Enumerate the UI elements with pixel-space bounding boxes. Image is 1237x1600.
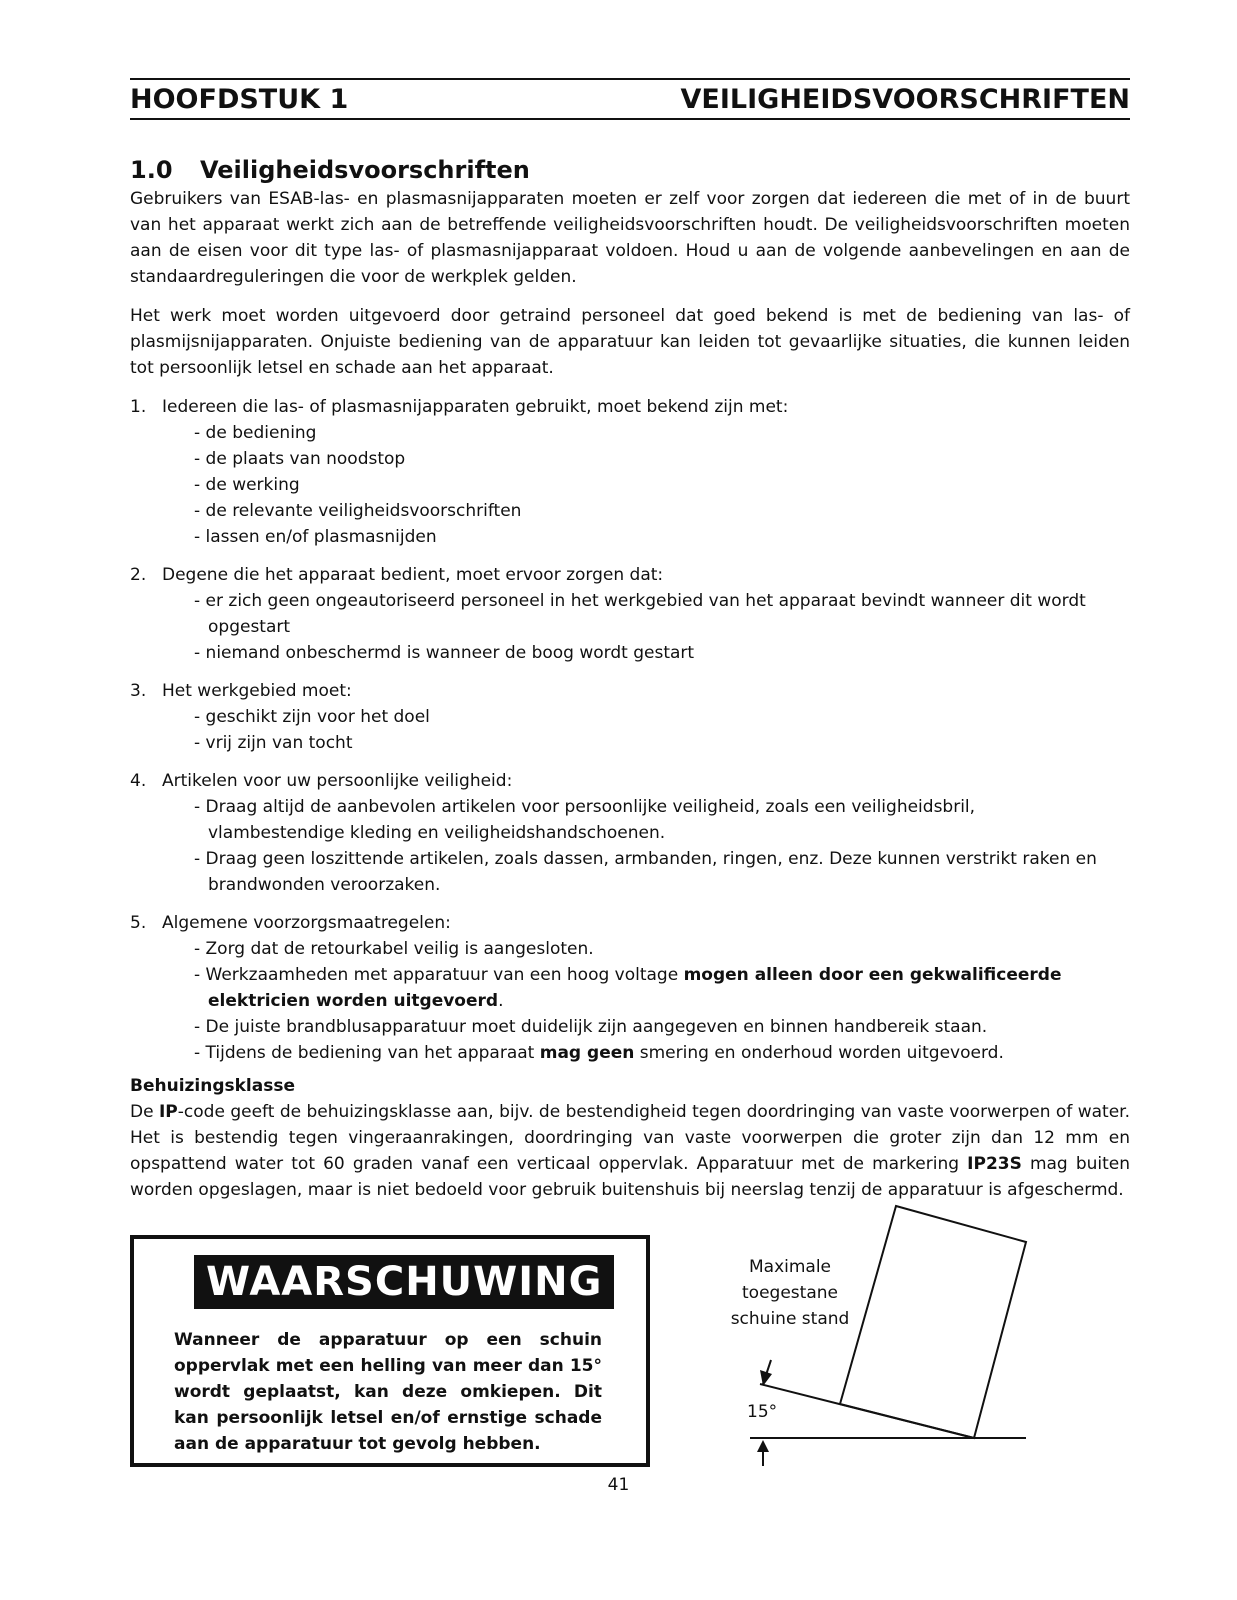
enclosure-text: De <box>130 1102 159 1122</box>
page-number: 41 <box>607 1475 630 1495</box>
enclosure-marking: IP23S <box>967 1154 1022 1174</box>
safety-list <box>130 394 1130 1078</box>
list-item-number: 4. <box>130 771 147 791</box>
list-subitem <box>162 962 1130 1014</box>
subitem-text: smering en onderhoud worden uitgevoerd. <box>634 1043 1004 1063</box>
diagram-label: Maximale toegestane schuine stand <box>730 1257 850 1329</box>
intro-paragraph: Gebruikers van ESAB-las- en plasmasnijapparaten moeten er zelf voor zorgen dat iedereen die met of in de buurt van het apparaat werkt zich aan de betreffende veiligheidsvoorschriften houdt. De veiligheidsvoorschriften moeten aan de eisen voor dit type las- of plasmasnijapparaat voldoen. Houd u aan de volgende aanbevelingen en aan de standaardreguleringen die voor de werkplek gelden. <box>130 189 1130 287</box>
list-subitem: - de plaats van noodstop <box>194 449 406 469</box>
warning-box <box>130 1235 650 1467</box>
enclosure-text: mag buiten worden opgeslagen, maar is niet bedoeld voor gebruik buitenshuis bij neerslag tenzij de apparatuur is afgeschermd. <box>130 1154 1131 1200</box>
list-item <box>130 562 1130 666</box>
list-subitem: - de relevante veiligheidsvoorschriften <box>194 501 522 521</box>
list-subitem: - niemand onbeschermd is wanneer de boog wordt gestart <box>194 643 695 663</box>
warning-text: Wanneer de apparatuur op een schuin oppervlak met een helling van meer dan 15° wordt geplaatst, kan deze omkiepen. Dit kan persoonlijk letsel en/of ernstige schade aan de apparatuur tot gevolg hebben. <box>174 1330 602 1454</box>
list-item-text: Degene die het apparaat bedient, moet ervoor zorgen dat: <box>162 565 664 585</box>
section-title: Veiligheidsvoorschriften <box>200 156 530 184</box>
list-subitem: - De juiste brandblusapparatuur moet duidelijk zijn aangegeven en binnen handbereik staan. <box>194 1017 988 1037</box>
chapter-header <box>130 78 1130 120</box>
enclosure-code: IP <box>158 1102 178 1122</box>
list-subitem: - de bediening <box>194 423 317 443</box>
tilt-diagram <box>690 1200 1090 1480</box>
list-item-text: Het werkgebied moet: <box>162 681 352 701</box>
list-item <box>130 394 1130 550</box>
chapter-label: HOOFDSTUK 1 <box>130 84 349 115</box>
enclosure-paragraph <box>130 1099 1130 1203</box>
list-subitem: - Zorg dat de retourkabel veilig is aangesloten. <box>194 939 594 959</box>
tilt-diagram-drawing <box>690 1200 1090 1480</box>
list-subitem: - vrij zijn van tocht <box>194 733 353 753</box>
list-item <box>130 910 1130 1066</box>
list-item-text: Algemene voorzorgsmaatregelen: <box>162 913 451 933</box>
list-subitem: - Draag altijd de aanbevolen artikelen voor persoonlijke veiligheid, zoals een veiligheidsbril, vlambestendige kleding en veiligheidshandschoenen. <box>194 797 976 843</box>
training-paragraph: Het werk moet worden uitgevoerd door getraind personeel dat goed bekend is met de bediening van las- of plasmijsnijapparaten. Onjuiste bediening van de apparatuur kan leiden tot gevaarlijke situaties, die kunnen leiden tot persoonlijk letsel en schade aan het apparaat. <box>130 306 1130 378</box>
section-number: 1.0 <box>130 156 173 184</box>
list-subitem: - geschikt zijn voor het doel <box>194 707 430 727</box>
list-subitem: - Draag geen loszittende artikelen, zoals dassen, armbanden, ringen, enz. Deze kunnen verstrikt raken en brandwonden veroorzaken. <box>194 849 1097 895</box>
list-item-number: 2. <box>130 565 147 585</box>
list-item <box>130 768 1130 898</box>
list-item <box>130 678 1130 756</box>
subitem-emphasis: mogen alleen door een gekwalificeerde elektricien worden uitgevoerd <box>208 965 1062 1011</box>
list-subitem <box>162 1040 1130 1066</box>
list-item-number: 5. <box>130 913 147 933</box>
list-subitem: - lassen en/of plasmasnijden <box>194 527 437 547</box>
subitem-emphasis: mag geen <box>539 1043 635 1063</box>
list-subitem: - er zich geen ongeautoriseerd personeel in het werkgebied van het apparaat bevindt wanneer dit wordt opgestart <box>194 591 1086 637</box>
list-item-text: Artikelen voor uw persoonlijke veiligheid: <box>162 771 513 791</box>
subitem-text: . <box>498 991 504 1011</box>
subitem-text: - Tijdens de bediening van het apparaat <box>194 1043 540 1063</box>
chapter-title: VEILIGHEIDSVOORSCHRIFTEN <box>680 84 1130 115</box>
list-item-text: Iedereen die las- of plasmasnijapparaten gebruikt, moet bekend zijn met: <box>162 397 789 417</box>
enclosure-text: -code geeft de behuizingsklasse aan, bijv. de bestendigheid tegen doordringing van vaste voorwerpen of water. Het is bestendig tegen vingeraanrakingen, doordringing van vaste voorwerpen die groter zijn dan 12 mm en opspattend water tot 60 graden vanaf een verticaal oppervlak. Apparatuur met de markering <box>130 1102 1131 1174</box>
list-subitem: - de werking <box>194 475 300 495</box>
subitem-text: - Werkzaamheden met apparatuur van een hoog voltage <box>194 965 684 985</box>
section-heading <box>130 156 530 184</box>
angle-label: 15° <box>747 1402 778 1422</box>
lower-arrow-head <box>757 1440 769 1452</box>
list-item-number: 1. <box>130 397 147 417</box>
warning-title: WAARSCHUWING <box>194 1255 614 1309</box>
list-item-number: 3. <box>130 681 147 701</box>
enclosure-heading: Behuizingsklasse <box>130 1076 296 1096</box>
